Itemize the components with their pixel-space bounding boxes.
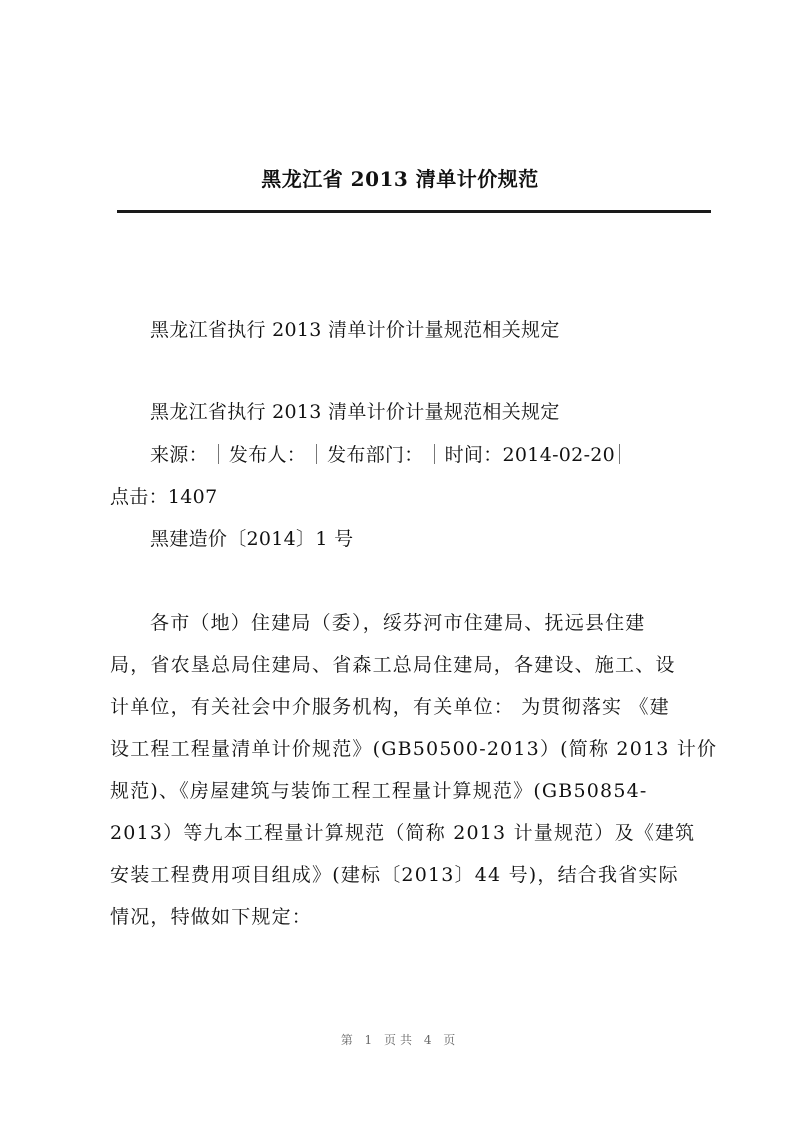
paragraph-line: 设工程工程量清单计价规范》(GB50500-2013）(简称 2013 计价 xyxy=(110,738,718,760)
paragraph-line: 局，省农垦总局住建局、省森工总局住建局，各建设、施工、设 xyxy=(110,654,676,676)
heading-primary: 黑龙江省执行 2013 清单计价计量规范相关规定 xyxy=(150,319,560,341)
paragraph-line: 2013）等九本工程量计算规范（简称 2013 计量规范）及《建筑 xyxy=(110,822,696,844)
meta-separator xyxy=(619,444,620,464)
meta-separator xyxy=(218,444,219,464)
meta-time: 时间：2014-02-20 xyxy=(444,444,616,466)
document-number: 黑建造价〔2014〕1 号 xyxy=(150,528,354,550)
meta-row xyxy=(150,441,750,469)
meta-source: 来源： xyxy=(150,444,208,466)
meta-publisher: 发布人： xyxy=(228,444,307,466)
paragraph-line: 计单位，有关社会中介服务机构，有关单位： 为贯彻落实 《建 xyxy=(110,696,670,718)
meta-department: 发布部门： xyxy=(327,444,424,466)
meta-separator xyxy=(434,444,435,464)
paragraph-line: 规范)、《房屋建筑与装饰工程工程量计算规范》(GB50854- xyxy=(110,780,648,802)
heading-secondary: 黑龙江省执行 2013 清单计价计量规范相关规定 xyxy=(150,401,560,423)
paragraph-line: 情况，特做如下规定： xyxy=(110,906,313,928)
paragraph-line: 安装工程费用项目组成》(建标〔2013〕44 号)，结合我省实际 xyxy=(110,864,679,886)
meta-separator xyxy=(316,444,317,464)
title-divider xyxy=(117,210,711,213)
page-number-footer: 第 1 页共 4 页 xyxy=(340,1033,460,1047)
paragraph-line: 各市（地）住建局（委），绥芬河市住建局、抚远县住建 xyxy=(150,612,646,634)
meta-clicks: 点击：1407 xyxy=(110,486,218,508)
document-title: 黑龙江省 2013 清单计价规范 xyxy=(261,167,539,191)
